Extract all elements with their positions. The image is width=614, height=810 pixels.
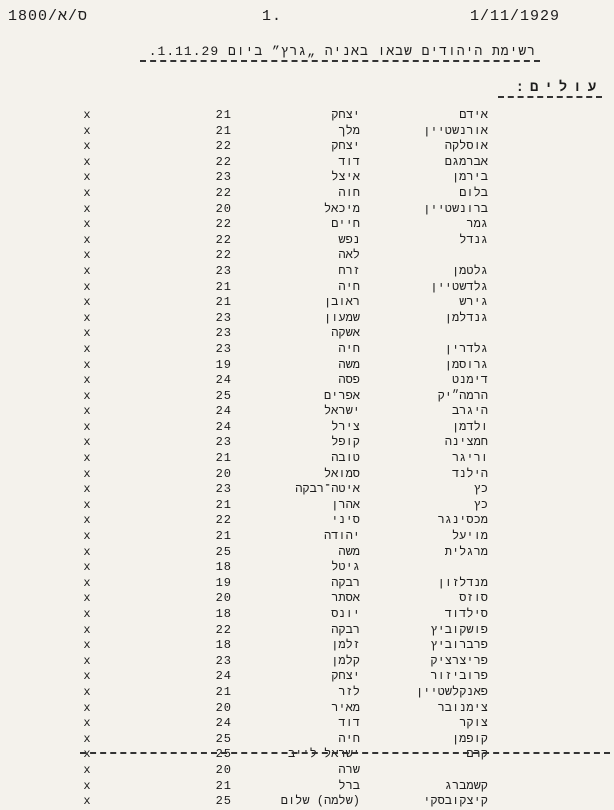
first-name-cell: ישראל bbox=[323, 404, 360, 419]
list-row bbox=[0, 311, 614, 327]
age-cell: 21 bbox=[215, 279, 232, 294]
check-mark: x bbox=[83, 731, 91, 746]
check-mark: x bbox=[83, 341, 91, 356]
first-name-cell: זרח bbox=[338, 263, 360, 278]
age-cell: 24 bbox=[215, 419, 232, 434]
check-mark: x bbox=[83, 653, 91, 668]
age-cell: 20 bbox=[215, 762, 232, 777]
last-name-cell: ולדמן bbox=[451, 419, 488, 434]
first-name-cell: משה bbox=[338, 544, 360, 559]
list-row bbox=[0, 170, 614, 186]
first-name-cell: משה bbox=[338, 357, 360, 372]
age-cell: 22 bbox=[215, 217, 232, 232]
title-divider bbox=[140, 60, 540, 62]
check-mark: x bbox=[83, 279, 91, 294]
list-row bbox=[0, 482, 614, 498]
first-name-cell: טובה bbox=[331, 451, 360, 466]
last-name-cell: אורנשטיין bbox=[423, 123, 488, 138]
list-row bbox=[0, 779, 614, 795]
list-row bbox=[0, 295, 614, 311]
check-mark: x bbox=[83, 497, 91, 512]
check-mark: x bbox=[83, 622, 91, 637]
check-mark: x bbox=[83, 716, 91, 731]
age-cell: 21 bbox=[215, 451, 232, 466]
first-name-cell: פסה bbox=[338, 373, 360, 388]
age-cell: 23 bbox=[215, 170, 232, 185]
age-cell: 25 bbox=[215, 731, 232, 746]
last-name-cell: חמצינה bbox=[444, 435, 488, 450]
section-heading: עולים: bbox=[515, 80, 602, 96]
first-name-cell: סמואל bbox=[323, 466, 360, 481]
check-mark: x bbox=[83, 123, 91, 138]
list-row bbox=[0, 108, 614, 124]
first-name-cell: אהרן bbox=[331, 497, 360, 512]
first-name-cell: חיה bbox=[338, 341, 360, 356]
list-row bbox=[0, 529, 614, 545]
first-name-cell: לאה bbox=[338, 248, 360, 263]
first-name-cell: חוה bbox=[338, 185, 360, 200]
list-row bbox=[0, 576, 614, 592]
list-row bbox=[0, 451, 614, 467]
age-cell: 18 bbox=[215, 560, 232, 575]
age-cell: 21 bbox=[215, 497, 232, 512]
first-name-cell: מלך bbox=[338, 123, 360, 138]
first-name-cell: סיני bbox=[331, 513, 360, 528]
check-mark: x bbox=[83, 217, 91, 232]
list-row bbox=[0, 669, 614, 685]
last-name-cell: קיצקובסקי bbox=[423, 794, 488, 809]
age-cell: 24 bbox=[215, 716, 232, 731]
list-row bbox=[0, 435, 614, 451]
list-row bbox=[0, 248, 614, 264]
list-row bbox=[0, 280, 614, 296]
check-mark: x bbox=[83, 388, 91, 403]
check-mark: x bbox=[83, 435, 91, 450]
check-mark: x bbox=[83, 466, 91, 481]
check-mark: x bbox=[83, 778, 91, 793]
age-cell: 24 bbox=[215, 669, 232, 684]
age-cell: 23 bbox=[215, 482, 232, 497]
list-row bbox=[0, 326, 614, 342]
section-divider bbox=[498, 96, 602, 98]
first-name-cell: קלמן bbox=[331, 653, 360, 668]
check-mark: x bbox=[83, 684, 91, 699]
document-date: 1/11/1929 bbox=[470, 8, 561, 25]
check-mark: x bbox=[83, 185, 91, 200]
age-cell: 22 bbox=[215, 185, 232, 200]
last-name-cell: גלטמן bbox=[451, 263, 488, 278]
age-cell: 23 bbox=[215, 326, 232, 341]
last-name-cell: קופמן bbox=[451, 731, 488, 746]
age-cell: 25 bbox=[215, 388, 232, 403]
check-mark: x bbox=[83, 700, 91, 715]
list-row bbox=[0, 591, 614, 607]
first-name-cell: צירל bbox=[331, 419, 360, 434]
first-name-cell: נפש bbox=[338, 232, 360, 247]
age-cell: 22 bbox=[215, 248, 232, 263]
last-name-cell: מכסינגר bbox=[437, 513, 488, 528]
list-row bbox=[0, 685, 614, 701]
last-name-cell: קשמברג bbox=[444, 778, 488, 793]
first-name-cell: אפרים bbox=[323, 388, 360, 403]
first-name-cell: שמעון bbox=[323, 310, 360, 325]
age-cell: 23 bbox=[215, 263, 232, 278]
first-name-cell: (שלמה) שלום bbox=[280, 794, 360, 809]
age-cell: 21 bbox=[215, 108, 232, 122]
first-name-cell: רבקה bbox=[331, 575, 360, 590]
first-name-cell: לזר bbox=[338, 684, 360, 699]
last-name-cell: סוזס bbox=[459, 591, 488, 606]
last-name-cell: כץ bbox=[473, 482, 488, 497]
list-row bbox=[0, 654, 614, 670]
check-mark: x bbox=[83, 404, 91, 419]
check-mark: x bbox=[83, 747, 91, 762]
age-cell: 25 bbox=[215, 794, 232, 809]
first-name-cell: מאיר bbox=[331, 700, 360, 715]
check-mark: x bbox=[83, 263, 91, 278]
list-row bbox=[0, 513, 614, 529]
age-cell: 22 bbox=[215, 232, 232, 247]
age-cell: 20 bbox=[215, 201, 232, 216]
page-number: 1. bbox=[262, 8, 283, 25]
check-mark: x bbox=[83, 762, 91, 777]
first-name-cell: ראובן bbox=[323, 295, 360, 310]
first-name-cell: חיה bbox=[338, 279, 360, 294]
list-row bbox=[0, 124, 614, 140]
last-name-cell: אוסלקה bbox=[444, 139, 488, 154]
last-name-cell: פושקוביץ bbox=[430, 622, 488, 637]
first-name-cell: חיים bbox=[331, 217, 360, 232]
age-cell: 24 bbox=[215, 404, 232, 419]
check-mark: x bbox=[83, 139, 91, 154]
age-cell: 21 bbox=[215, 123, 232, 138]
first-name-cell: יצחק bbox=[331, 669, 360, 684]
check-mark: x bbox=[83, 326, 91, 341]
age-cell: 19 bbox=[215, 357, 232, 372]
check-mark: x bbox=[83, 201, 91, 216]
age-cell: 18 bbox=[215, 638, 232, 653]
age-cell: 22 bbox=[215, 622, 232, 637]
list-row bbox=[0, 389, 614, 405]
check-mark: x bbox=[83, 248, 91, 263]
list-row bbox=[0, 560, 614, 576]
first-name-cell: מיכאל bbox=[323, 201, 360, 216]
check-mark: x bbox=[83, 591, 91, 606]
check-mark: x bbox=[83, 154, 91, 169]
list-row bbox=[0, 716, 614, 732]
document-title: רשימת היהודים שבאו באניה „גרץ” ביום 1.11.29. bbox=[148, 44, 536, 59]
first-name-cell: ישראל לייב bbox=[287, 747, 360, 762]
list-row bbox=[0, 732, 614, 748]
list-row bbox=[0, 467, 614, 483]
bottom-divider bbox=[80, 752, 610, 754]
passenger-list bbox=[0, 108, 614, 810]
age-cell: 23 bbox=[215, 653, 232, 668]
check-mark: x bbox=[83, 108, 91, 122]
age-cell: 20 bbox=[215, 466, 232, 481]
last-name-cell: מנדלזון bbox=[437, 575, 488, 590]
first-name-cell: ברל bbox=[338, 778, 360, 793]
last-name-cell: פרוביזור bbox=[430, 669, 488, 684]
last-name-cell: גמר bbox=[466, 217, 488, 232]
check-mark: x bbox=[83, 357, 91, 372]
age-cell: 18 bbox=[215, 607, 232, 621]
list-row bbox=[0, 701, 614, 717]
first-name-cell: גיטל bbox=[331, 560, 360, 575]
age-cell: 23 bbox=[215, 310, 232, 325]
list-row bbox=[0, 498, 614, 514]
last-name-cell: ברונשטיין bbox=[423, 201, 488, 216]
last-name-cell: מרגלית bbox=[444, 544, 488, 559]
check-mark: x bbox=[83, 232, 91, 247]
last-name-cell: אידם bbox=[459, 108, 488, 122]
first-name-cell: רבקה bbox=[331, 622, 360, 637]
first-name-cell: זלמן bbox=[331, 638, 360, 653]
age-cell: 24 bbox=[215, 373, 232, 388]
list-row bbox=[0, 404, 614, 420]
list-row bbox=[0, 139, 614, 155]
age-cell: 19 bbox=[215, 575, 232, 590]
first-name-cell: אסתר bbox=[331, 591, 360, 606]
first-name-cell: יצחק bbox=[331, 139, 360, 154]
first-name-cell: איצל bbox=[331, 170, 360, 185]
last-name-cell: פריצרציק bbox=[430, 653, 488, 668]
last-name-cell: וריגר bbox=[451, 451, 488, 466]
age-cell: 22 bbox=[215, 139, 232, 154]
age-cell: 23 bbox=[215, 435, 232, 450]
list-row bbox=[0, 358, 614, 374]
list-row bbox=[0, 233, 614, 249]
check-mark: x bbox=[83, 451, 91, 466]
list-row bbox=[0, 155, 614, 171]
check-mark: x bbox=[83, 513, 91, 528]
list-row bbox=[0, 202, 614, 218]
check-mark: x bbox=[83, 544, 91, 559]
age-cell: 20 bbox=[215, 591, 232, 606]
check-mark: x bbox=[83, 310, 91, 325]
file-reference: ס/א/1800 bbox=[8, 8, 89, 25]
first-name-cell: קופל bbox=[331, 435, 360, 450]
age-cell: 25 bbox=[215, 747, 232, 762]
age-cell: 21 bbox=[215, 684, 232, 699]
list-row bbox=[0, 638, 614, 654]
list-row bbox=[0, 747, 614, 763]
last-name-cell: גנדלמן bbox=[444, 310, 488, 325]
list-row bbox=[0, 545, 614, 561]
check-mark: x bbox=[83, 794, 91, 809]
list-row bbox=[0, 763, 614, 779]
last-name-cell: בלום bbox=[459, 185, 488, 200]
list-row bbox=[0, 342, 614, 358]
last-name-cell: מויעל bbox=[451, 529, 488, 544]
age-cell: 20 bbox=[215, 700, 232, 715]
first-name-cell: דוד bbox=[338, 716, 360, 731]
age-cell: 22 bbox=[215, 154, 232, 169]
age-cell: 21 bbox=[215, 778, 232, 793]
last-name-cell: פרברוביץ bbox=[430, 638, 488, 653]
last-name-cell: גלדשטיין bbox=[430, 279, 488, 294]
last-name-cell: דימנט bbox=[451, 373, 488, 388]
check-mark: x bbox=[83, 669, 91, 684]
list-row bbox=[0, 420, 614, 436]
last-name-cell: גנדל bbox=[459, 232, 488, 247]
last-name-cell: גלדרין bbox=[444, 341, 488, 356]
first-name-cell: דוד bbox=[338, 154, 360, 169]
list-row bbox=[0, 264, 614, 280]
last-name-cell: צימנובר bbox=[437, 700, 488, 715]
last-name-cell: בירמן bbox=[451, 170, 488, 185]
check-mark: x bbox=[83, 529, 91, 544]
age-cell: 21 bbox=[215, 295, 232, 310]
last-name-cell: הילנד bbox=[451, 466, 488, 481]
first-name-cell: אשקה bbox=[331, 326, 360, 341]
last-name-cell: כץ bbox=[473, 497, 488, 512]
check-mark: x bbox=[83, 607, 91, 621]
last-name-cell: היגרב bbox=[451, 404, 488, 419]
first-name-cell: יצחק bbox=[331, 108, 360, 122]
list-row bbox=[0, 186, 614, 202]
first-name-cell: יהודה bbox=[323, 529, 360, 544]
check-mark: x bbox=[83, 373, 91, 388]
check-mark: x bbox=[83, 575, 91, 590]
list-row bbox=[0, 794, 614, 810]
first-name-cell: יונס bbox=[331, 607, 360, 621]
list-row bbox=[0, 623, 614, 639]
first-name-cell: שרה bbox=[338, 762, 360, 777]
age-cell: 21 bbox=[215, 529, 232, 544]
check-mark: x bbox=[83, 482, 91, 497]
last-name-cell: קרם bbox=[466, 747, 488, 762]
age-cell: 23 bbox=[215, 341, 232, 356]
list-row bbox=[0, 217, 614, 233]
list-row bbox=[0, 607, 614, 623]
list-row bbox=[0, 373, 614, 389]
check-mark: x bbox=[83, 419, 91, 434]
check-mark: x bbox=[83, 560, 91, 575]
last-name-cell: גרוסמן bbox=[444, 357, 488, 372]
age-cell: 25 bbox=[215, 544, 232, 559]
first-name-cell: איטה־רבקה bbox=[295, 482, 360, 497]
last-name-cell: הרמה״יק bbox=[437, 388, 488, 403]
last-name-cell: אברמגם bbox=[444, 154, 488, 169]
check-mark: x bbox=[83, 638, 91, 653]
last-name-cell: פאנקלשטיין bbox=[415, 684, 488, 699]
check-mark: x bbox=[83, 170, 91, 185]
last-name-cell: גירש bbox=[459, 295, 488, 310]
last-name-cell: סילדוד bbox=[444, 607, 488, 621]
check-mark: x bbox=[83, 295, 91, 310]
last-name-cell: צוקר bbox=[459, 716, 488, 731]
first-name-cell: חיה bbox=[338, 731, 360, 746]
age-cell: 22 bbox=[215, 513, 232, 528]
